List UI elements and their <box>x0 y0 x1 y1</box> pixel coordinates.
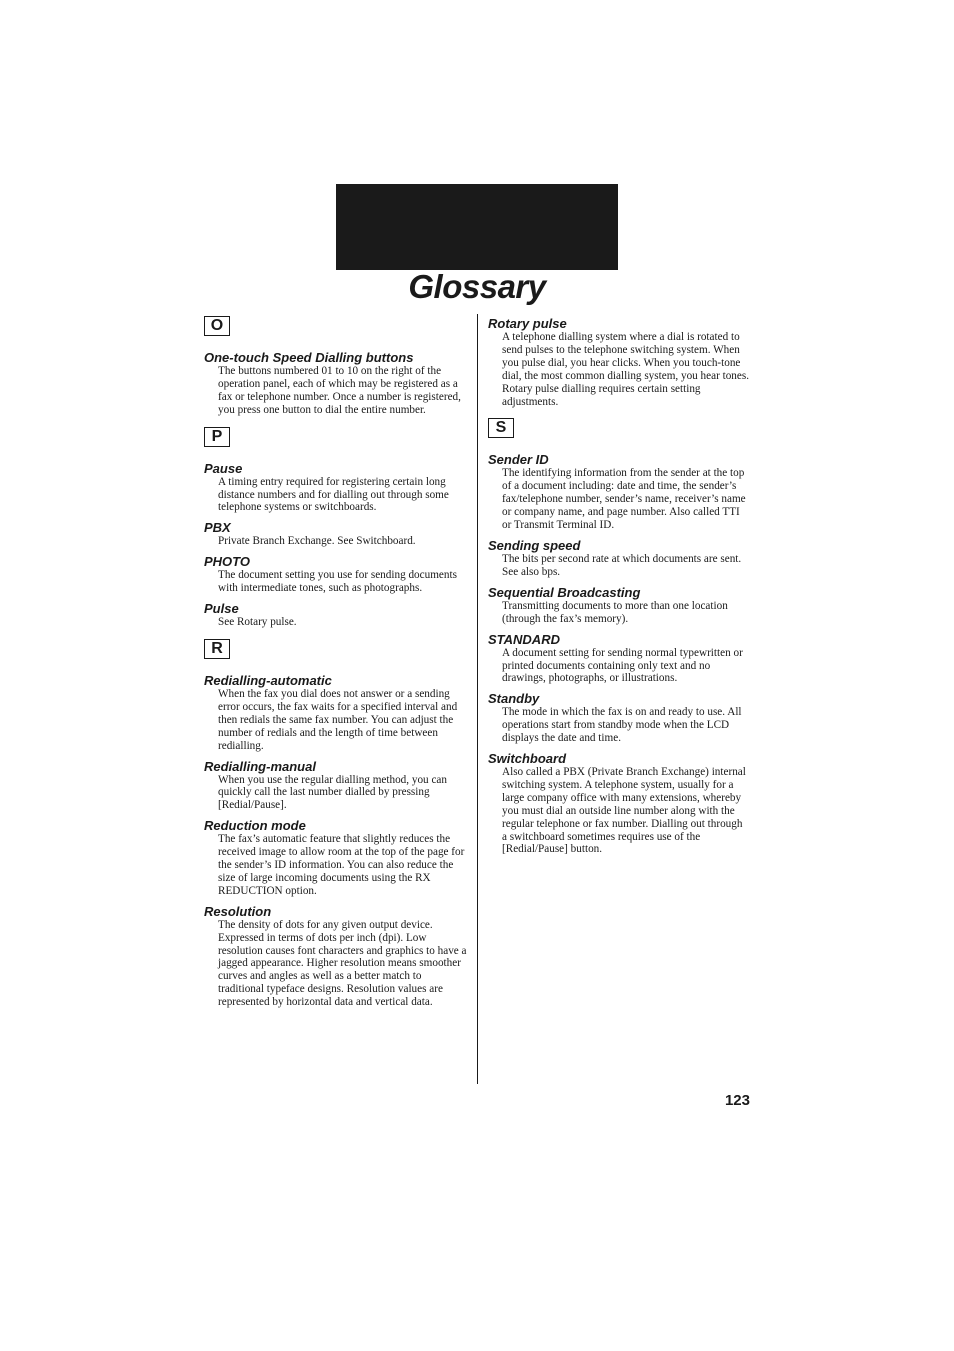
glossary-entry <box>204 601 470 629</box>
glossary-term: Sending speed <box>488 537 581 553</box>
section-p <box>204 427 470 629</box>
glossary-entry <box>488 691 750 745</box>
section-letter-o: O <box>204 316 230 336</box>
glossary-term: Sender ID <box>488 452 549 468</box>
glossary-definition: Also called a PBX (Private Branch Exchange) internal switching system. A telephone system, usually for a large company office with many extensions, whereby you must dial an outside line number along with the regular telephone or fax number. Dialling out through a switchboard sometimes requires use of the [Redial/Pause] button. <box>502 766 746 856</box>
section-o <box>204 316 470 417</box>
glossary-term: One-touch Speed Dialling buttons <box>204 350 414 365</box>
column-divider <box>477 314 478 1084</box>
glossary-definition: A timing entry required for registering certain long distance numbers and for dialling out through some telephone systems or switchboards. <box>218 475 449 514</box>
glossary-term: Sequential Broadcasting <box>488 584 641 600</box>
glossary-definition: The fax’s automatic feature that slightly reduces the received image to allow room at the top of the page for the sender’s ID information. You can also reduce the size of large incoming documents using the RX REDUCTION option. <box>218 833 465 897</box>
glossary-definition: The buttons numbered 01 to 10 on the right of the operation panel, each of which may be registered as a fax or telephone number. Once a number is registered, you press one button to dial the entire number. <box>218 365 461 416</box>
glossary-entry <box>204 350 470 417</box>
glossary-definition: The density of dots for any given output device. Expressed in terms of dots per inch (dpi). Low resolution causes font characters and graphics to have a jagged appearance. Higher resolution means smoother curves and angles as well as a better match to traditional typeface designs. Resolution values are represented by horizontal data and vertical data. <box>218 918 467 1009</box>
glossary-entry <box>488 632 750 686</box>
glossary-term: Pulse <box>204 601 239 617</box>
glossary-term: Pause <box>204 460 243 476</box>
page-title: Glossary <box>408 268 546 305</box>
glossary-entry <box>488 751 750 856</box>
header-bar <box>336 184 618 270</box>
glossary-entry <box>488 452 750 532</box>
glossary-definition: Private Branch Exchange. See Switchboard. <box>218 535 416 548</box>
glossary-definition: The identifying information from the sender at the top of a document including: date and time, the sender’s fax/telephone number, sender’s name, receiver’s name or company name, and page number. Also called TTI or Transmit Terminal ID. <box>502 467 746 532</box>
right-column <box>488 316 750 866</box>
glossary-term: Reduction mode <box>204 818 306 834</box>
glossary-entry <box>488 538 750 579</box>
glossary-entry <box>204 818 470 898</box>
glossary-definition: The mode in which the fax is on and ready to use. All operations start from standby mode when the LCD displays the date and time. <box>502 706 742 745</box>
glossary-term: Redialling-automatic <box>204 672 332 688</box>
section-s <box>488 418 750 856</box>
glossary-term: Switchboard <box>488 751 567 767</box>
glossary-term: Redialling-manual <box>204 758 316 774</box>
section-letter-p: P <box>204 427 230 447</box>
glossary-definition: The bits per second rate at which documents are sent. See also bps. <box>502 552 742 578</box>
glossary-entry <box>204 904 470 1009</box>
glossary-term: Resolution <box>204 903 272 919</box>
section-r <box>204 639 470 1009</box>
glossary-definition: When the fax you dial does not answer or a sending error occurs, the fax waits for a specified interval and then redials the same fax number. You can adjust the number of redials and the length of time between redialling. <box>218 687 458 752</box>
glossary-definition: Transmitting documents to more than one location (through the fax’s memory). <box>502 599 728 625</box>
section-r-continued <box>488 316 750 408</box>
left-column <box>204 314 470 1019</box>
glossary-entry <box>204 520 470 548</box>
glossary-term: PBX <box>204 520 231 536</box>
glossary-term: PHOTO <box>204 554 250 570</box>
glossary-entry <box>488 585 750 626</box>
glossary-definition: The document setting you use for sending documents with intermediate tones, such as photographs. <box>218 569 457 595</box>
glossary-entry <box>204 554 470 595</box>
glossary-entry <box>488 316 750 408</box>
glossary-term: Standby <box>488 691 540 707</box>
glossary-definition: A telephone dialling system where a dial is rotated to send pulses to the telephone switching system. When you pulse dial, you hear clicks. When you touch-tone dial, the most common dialling system, you hear tones. Rotary pulse dialling requires certain setting adjustments. <box>502 331 750 408</box>
glossary-term: Rotary pulse <box>488 316 567 331</box>
glossary-definition: See Rotary pulse. <box>218 616 297 629</box>
glossary-term: STANDARD <box>488 631 560 647</box>
glossary-definition: When you use the regular dialling method, you can quickly call the last number dialled by pressing [Redial/Pause]. <box>218 773 447 812</box>
glossary-entry <box>204 461 470 515</box>
glossary-definition: A document setting for sending normal typewritten or printed documents containing only text and no drawings, photographs, or illustrations. <box>502 646 743 685</box>
glossary-entry <box>204 673 470 753</box>
glossary-entry <box>204 759 470 813</box>
page-number: 123 <box>724 1092 750 1109</box>
section-letter-s: S <box>488 418 514 438</box>
section-letter-r: R <box>204 639 230 659</box>
